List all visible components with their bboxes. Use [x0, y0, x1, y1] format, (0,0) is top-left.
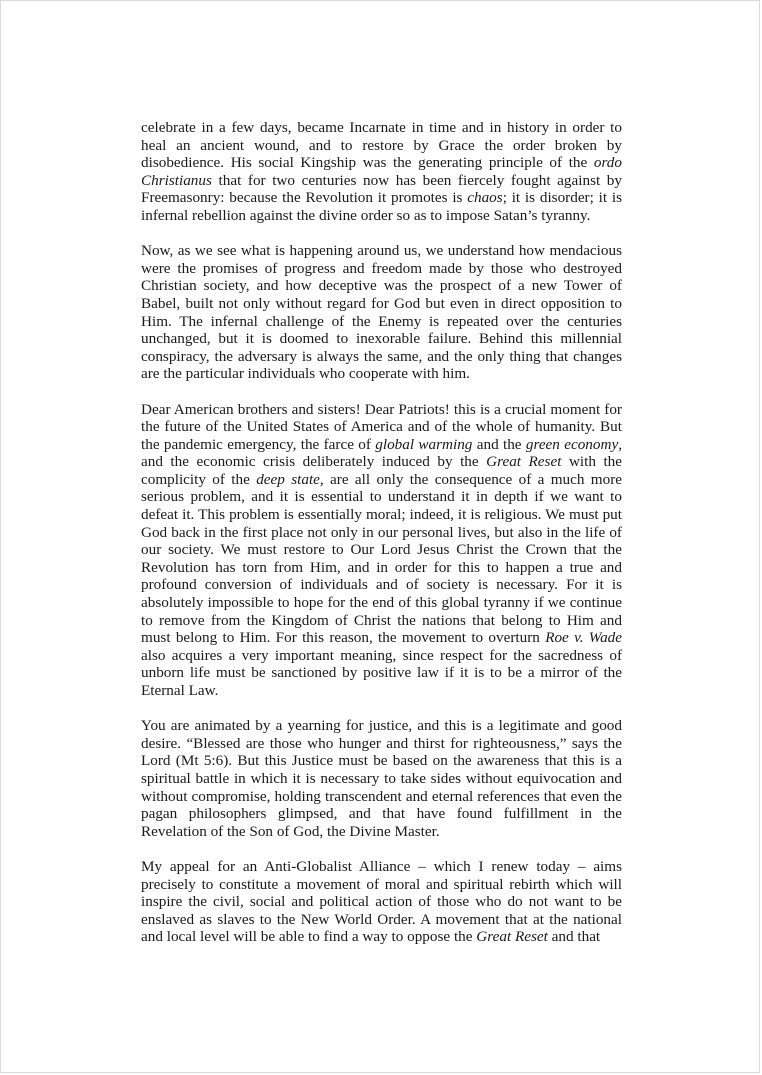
paragraph [141, 717, 622, 840]
paragraph [141, 401, 622, 700]
text-run: Now, as we see what is happening around us, we understand how mendacious were the promises of progress and freedom made by those who destroyed Christian society, and how deceptive was the prospect of a new Tower of Babel, built not only without regard for God but even in direct opposition to Him. The infernal challenge of the Enemy is repeated over the centuries unchanged, but it is doomed to inexorable failure. Behind this millennial conspiracy, the adversary is always the same, and the only thing that changes are the particular individuals who cooperate with him. [141, 242, 622, 383]
italic-text: green economy [525, 435, 619, 453]
text-run: and that [547, 928, 601, 946]
text-run: that for two centuries now has been fiercely fought against by Freemasonry: because the Revolution it promotes is [141, 171, 622, 207]
text-run: , are all only the consequence of a much more serious problem, and it is essential to understand it in depth if we want to defeat it. This problem is essentially moral; indeed, it is religious. We must put God back in the first place not only in our personal lives, but also in the life of our society. We must restore to Our Lord Jesus Christ the Crown that the Revolution has torn from Him, and in order for this to happen a true and profound conversion of individuals and of society is necessary. For it is absolutely impossible to hope for the end of this global tyranny if we continue to remove from the Kingdom of Christ the nations that belong to Him and must belong to Him. For this reason, the movement to overturn [141, 470, 622, 647]
italic-text: chaos [467, 189, 503, 207]
text-run: , and the economic crisis deliberately induced by the [141, 435, 622, 471]
text-run: ; it is disorder; it is infernal rebellion against the divine order so as to impose Satan’s tyranny. [141, 189, 622, 224]
italic-text: ordo Christianus [141, 154, 622, 189]
text-run: also acquires a very important meaning, since respect for the sacredness of unborn life must be sanctioned by positive law if it is to be a mirror of the Eternal Law. [141, 646, 622, 699]
text-run: and the [472, 435, 526, 453]
paragraph [141, 119, 622, 225]
italic-text: deep state [256, 470, 320, 488]
text-run: with the complicity of the [141, 453, 623, 488]
text-run: celebrate in a few days, became Incarnate in time and in history in order to heal an ancient wound, and to restore by Grace the order broken by disobedience. His social Kingship was the generating principle of the [141, 119, 622, 172]
italic-text: Roe v. Wade [545, 629, 622, 647]
italic-text: global warming [375, 435, 473, 453]
body-text [141, 119, 622, 946]
italic-text: Great Reset [486, 453, 562, 471]
text-run: My appeal for an Anti-Globalist Alliance – which I renew today – aims precisely to constitute a movement of moral and spiritual rebirth which will inspire the civil, social and political action of those who do not want to be enslaved as slaves to the New World Order. A movement that at the national and local level will be able to find a way to oppose the [141, 857, 622, 946]
italic-text: Great Reset [476, 928, 548, 946]
paragraph [141, 858, 622, 946]
text-run: Dear American brothers and sisters! Dear Patriots! this is a crucial moment for the future of the United States of America and of the whole of humanity. But the pandemic emergency, the farce of [141, 400, 622, 453]
text-run: You are animated by a yearning for justice, and this is a legitimate and good desire. “Blessed are those who hunger and thirst for righteousness,” says the Lord (Mt 5:6). But this Justice must be based on the awareness that this is a spiritual battle in which it is necessary to take sides without equivocation and without compromise, holding transcendent and eternal references that even the pagan philosophers glimpsed, and that have found fulfillment in the Revelation of the Son of God, the Divine Master. [141, 717, 622, 840]
paragraph [141, 242, 622, 383]
